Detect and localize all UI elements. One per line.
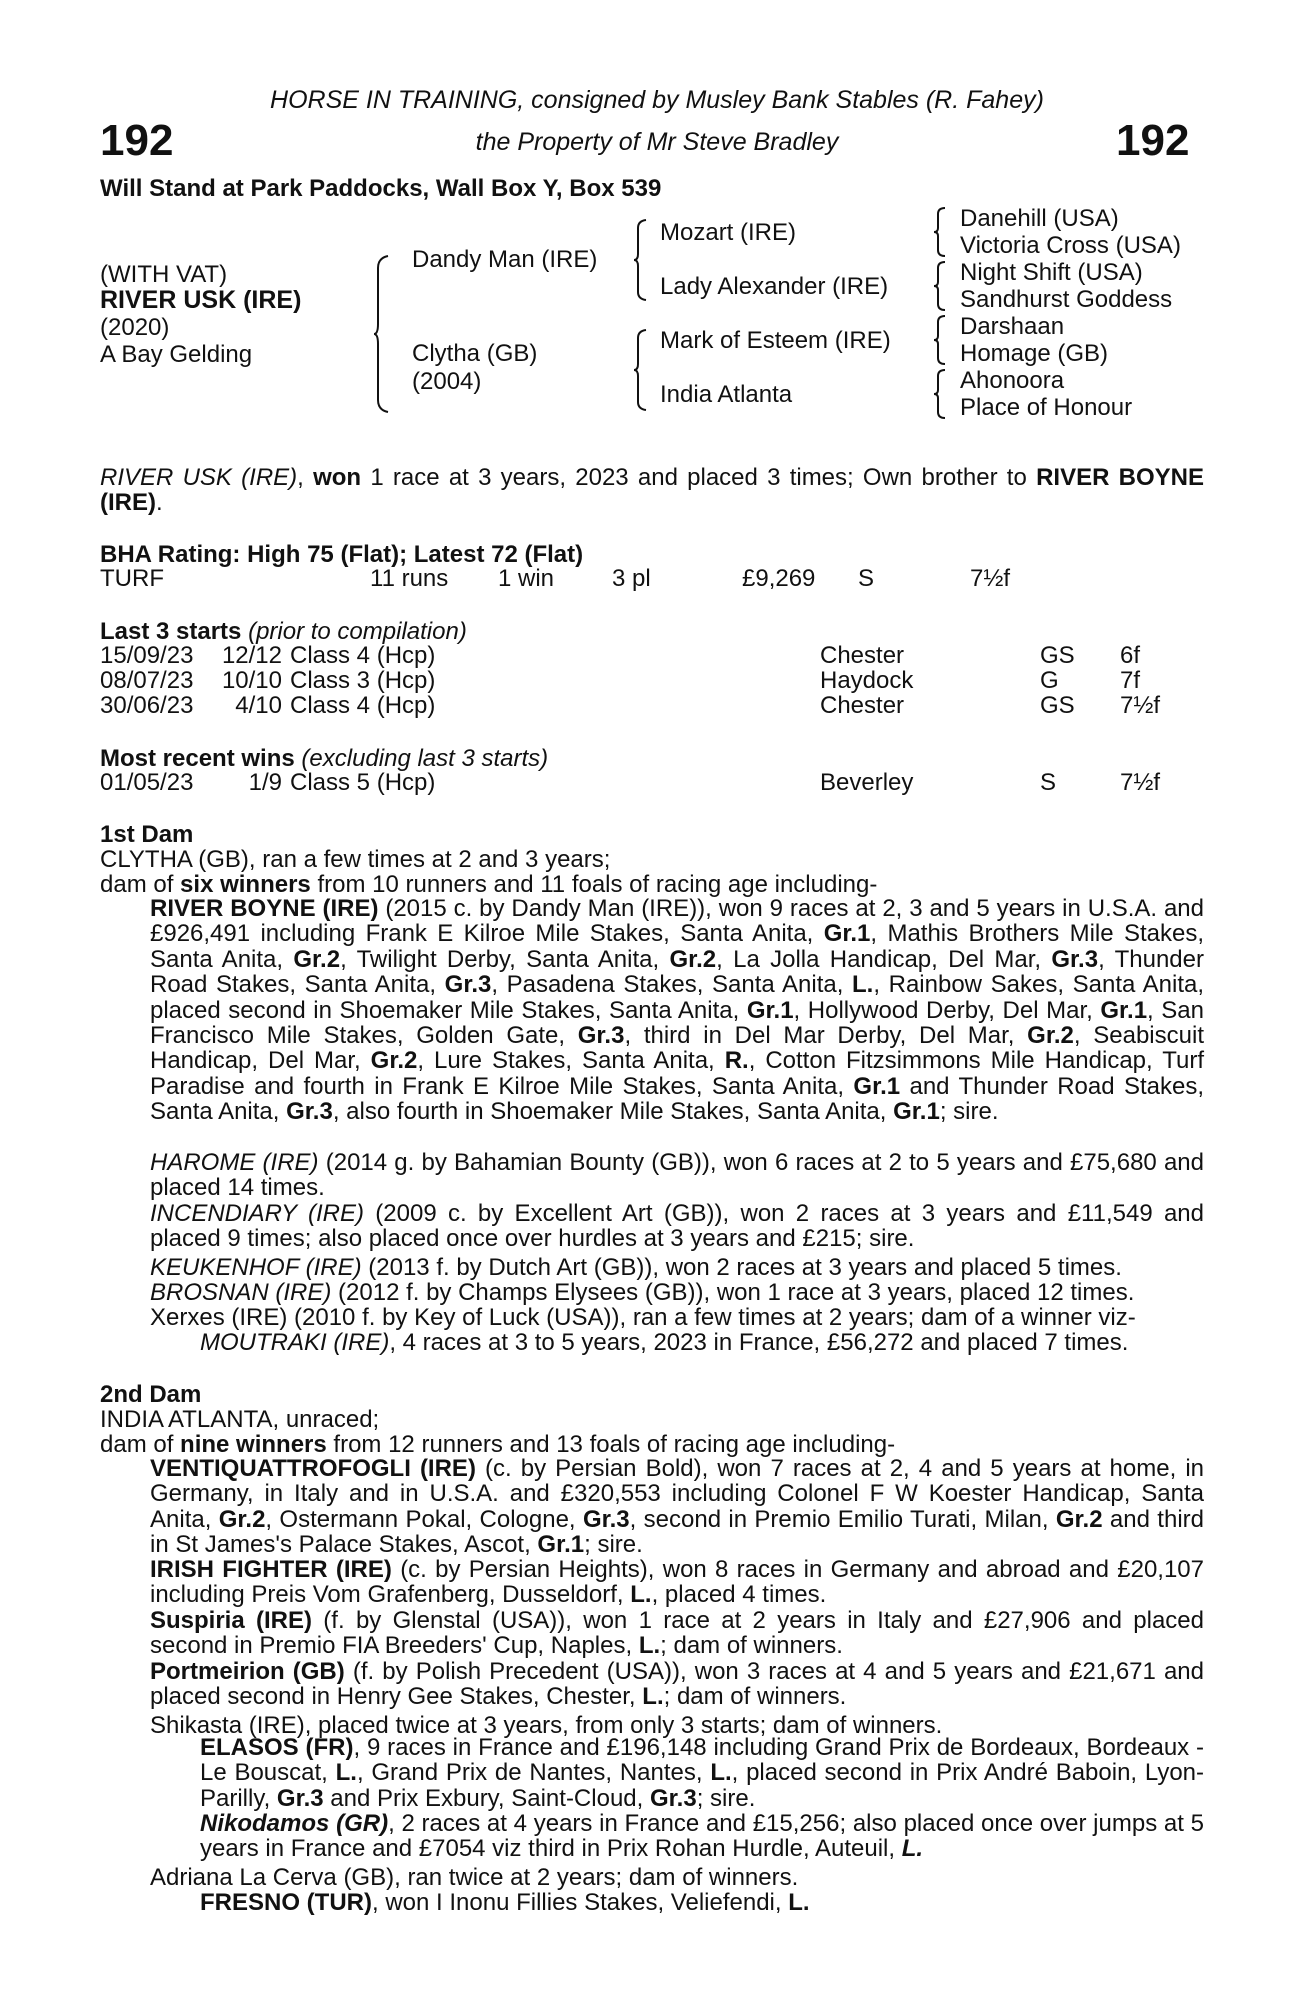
header-line2: the Property of Mr Steve Bradley xyxy=(475,128,839,156)
last3-pos: 12/12 xyxy=(221,642,282,669)
last3-pos: 10/10 xyxy=(221,667,282,694)
recent-win-class: Class 5 (Hcp) xyxy=(290,769,436,796)
last3-dist: 7½f xyxy=(1120,692,1161,719)
pedigree-brace-ds xyxy=(932,314,948,366)
pedigree-ssd: Victoria Cross (USA) xyxy=(960,232,1181,259)
last3-row xyxy=(100,693,1204,719)
summary-won: won xyxy=(313,464,362,491)
dam2-grandprogeny-fresno: FRESNO (TUR), won I Inonu Fillies Stakes, Veliefendi, L. xyxy=(200,1889,810,1916)
turf-runs: 11 runs xyxy=(370,565,449,592)
pedigree-sds: Night Shift (USA) xyxy=(960,259,1143,286)
turf-wins: 1 win xyxy=(498,565,555,592)
dam1-progeny-xerxes: Xerxes (IRE) (2010 f. by Key of Luck (USA)), ran a few times at 2 years; dam of a winner viz- xyxy=(150,1304,1136,1331)
dam1-title: 1st Dam xyxy=(100,821,194,848)
dam2-progeny-ventiquattrofogli: VENTIQUATTROFOGLI (IRE) (c. by Persian Bold), won 7 races at 2, 4 and 5 years at home, in Germany, in Italy and in U.S.A. and £320,553 including Colonel F W Koester Handicap, Santa Anita, Gr.2, Ostermann Pokal, Cologne, Gr.3, second in Premio Emilio Turati, Milan, Gr.2 and third in St James's Palace Stakes, Ascot, Gr.1; sire. xyxy=(150,1455,1205,1559)
recent-win-row xyxy=(100,770,1204,796)
turf-placed: 3 pl xyxy=(612,565,651,592)
dam1-progeny-harome: HAROME (IRE) (2014 g. by Bahamian Bounty (GB)), won 6 races at 2 to 5 years and £75,680 and placed 14 times. xyxy=(150,1149,1205,1202)
recent-win-course: Beverley xyxy=(820,769,914,796)
last3-date: 30/06/23 xyxy=(100,692,194,719)
pedigree-sire: Dandy Man (IRE) xyxy=(412,246,598,273)
dam2-grandprogeny-elasos: ELASOS (FR), 9 races in France and £196,148 including Grand Prix de Bordeaux, Bordeaux - Le Bouscat, L., Grand Prix de Nantes, Nantes, L., placed second in Prix André Baboin, Lyon-Parilly, Gr.3 and Prix Exbury, Saint-Cloud, Gr.3; sire. xyxy=(200,1734,1205,1812)
last3-date: 15/09/23 xyxy=(100,642,194,669)
recent-wins-title-text: Most recent wins xyxy=(100,745,295,772)
pedigree-ddd: Place of Honour xyxy=(960,394,1133,421)
summary-brother: RIVER BOYNE (IRE) xyxy=(100,464,1204,517)
pedigree-dd: India Atlanta xyxy=(660,381,793,408)
turf-surface: TURF xyxy=(100,565,164,592)
pedigree-dam: Clytha (GB) xyxy=(412,340,538,367)
dam2-grandprogeny-nikodamos: Nikodamos (GR), 2 races at 4 years in France and £15,256; also placed once over jumps at 5 years in France and £7054 viz third in Prix Rohan Hurdle, Auteuil, L. xyxy=(200,1810,1205,1863)
horse-description: A Bay Gelding xyxy=(100,341,253,368)
lot-number-right: 192 xyxy=(1116,116,1190,165)
pedigree-ds: Mark of Esteem (IRE) xyxy=(660,327,891,354)
pedigree-dam-year: (2004) xyxy=(412,368,482,395)
last3-class: Class 3 (Hcp) xyxy=(290,667,436,694)
dam2-progeny-shikasta: Shikasta (IRE), placed twice at 3 years, from only 3 starts; dam of winners. xyxy=(150,1712,943,1739)
pedigree-dsd: Homage (GB) xyxy=(960,340,1109,367)
last3-class: Class 4 (Hcp) xyxy=(290,692,436,719)
last3-course: Chester xyxy=(820,642,905,669)
header-line1: HORSE IN TRAINING, consigned by Musley Bank Stables (R. Fahey) xyxy=(270,86,1044,114)
dam2-title: 2nd Dam xyxy=(100,1381,202,1408)
stand-location: Will Stand at Park Paddocks, Wall Box Y, Box 539 xyxy=(100,175,662,202)
dam1-grandprogeny-moutraki: MOUTRAKI (IRE), 4 races at 3 to 5 years, 2023 in France, £56,272 and placed 7 times. xyxy=(200,1329,1129,1356)
horse-name: RIVER USK (IRE) xyxy=(100,286,302,314)
last3-date: 08/07/23 xyxy=(100,667,194,694)
turf-going: S xyxy=(858,565,875,592)
bha-rating: BHA Rating: High 75 (Flat); Latest 72 (Flat) xyxy=(100,541,584,568)
dam2-progeny-portmeirion: Portmeirion (GB) (f. by Polish Precedent (USA)), won 3 races at 4 and 5 years and £21,671 and placed second in Henry Gee Stakes, Chester, L.; dam of winners. xyxy=(150,1658,1204,1711)
pedigree-brace-ss xyxy=(932,206,948,258)
dam1-progeny-brosnan: BROSNAN (IRE) (2012 f. by Champs Elysees (GB)), won 1 race at 3 years, placed 12 times. xyxy=(150,1279,1135,1306)
recent-win-dist: 7½f xyxy=(1120,769,1161,796)
last3-row xyxy=(100,643,1204,669)
turf-distance: 7½f xyxy=(970,565,1011,592)
dam1-line1: CLYTHA (GB), ran a few times at 2 and 3 years; xyxy=(100,846,611,873)
recent-win-pos: 1/9 xyxy=(248,769,282,796)
last3-note: (prior to compilation) xyxy=(248,618,467,645)
last3-row xyxy=(100,668,1204,694)
last3-going: GS xyxy=(1040,642,1075,669)
dam2-line2: dam of nine winners from 12 runners and 13 foals of racing age including- xyxy=(100,1431,896,1458)
last3-pos: 4/10 xyxy=(235,692,282,719)
pedigree-sss: Danehill (USA) xyxy=(960,205,1119,232)
last3-course: Haydock xyxy=(820,667,914,694)
dam1-progeny-keukenhof: KEUKENHOF (IRE) (2013 f. by Dutch Art (GB)), won 2 races at 3 years and placed 5 times. xyxy=(150,1254,1122,1281)
pedigree-ss: Mozart (IRE) xyxy=(660,219,797,246)
horse-year: (2020) xyxy=(100,314,170,341)
lot-number-left: 192 xyxy=(100,116,174,165)
recent-win-date: 01/05/23 xyxy=(100,769,194,796)
dam2-progeny-irish-fighter: IRISH FIGHTER (IRE) (c. by Persian Heights), won 8 races in Germany and abroad and £20,107 including Preis Vom Grafenberg, Dusseldorf, L., placed 4 times. xyxy=(150,1556,1205,1609)
pedigree-dss: Darshaan xyxy=(960,313,1065,340)
summary-text: 1 race at 3 years, 2023 and placed 3 times; Own brother to xyxy=(361,464,1037,491)
last3-going: G xyxy=(1040,667,1059,694)
pedigree-dds: Ahonoora xyxy=(960,367,1065,394)
last3-dist: 7f xyxy=(1120,667,1141,694)
pedigree-brace-sire xyxy=(632,218,650,302)
turf-record-row xyxy=(100,566,1204,592)
vat-note: (WITH VAT) xyxy=(100,261,228,288)
recent-wins-note: (excluding last 3 starts) xyxy=(301,745,549,772)
dam1-progeny-incendiary: INCENDIARY (IRE) (2009 c. by Excellent Art (GB)), won 2 races at 3 years and £11,549 and placed 9 times; also placed once over hurdles at 3 years and £215; sire. xyxy=(150,1200,1204,1253)
summary-name: RIVER USK (IRE) xyxy=(100,464,298,491)
dam2-progeny-adriana: Adriana La Cerva (GB), ran twice at 2 years; dam of winners. xyxy=(150,1864,799,1891)
dam1-progeny-river-boyne: RIVER BOYNE (IRE) (2015 c. by Dandy Man (IRE)), won 9 races at 2, 3 and 5 years in U.S.A. and £926,491 including Frank E Kilroe Mile Stakes, Santa Anita, Gr.1, Mathis Brothers Mile Stakes, Santa Anita, Gr.2, Twilight Derby, Santa Anita, Gr.2, La Jolla Handicap, Del Mar, Gr.3, Thunder Road Stakes, Santa Anita, Gr.3, Pasadena Stakes, Santa Anita, L., Rainbow Sakes, Santa Anita, placed second in Shoemaker Mile Stakes, Santa Anita, Gr.1, Hollywood Derby, Del Mar, Gr.1, San Francisco Mile Stakes, Golden Gate, Gr.3, third in Del Mar Derby, Del Mar, Gr.2, Seabiscuit Handicap, Del Mar, Gr.2, Lure Stakes, Santa Anita, R., Cotton Fitzsimmons Mile Handicap, Turf Paradise and fourth in Frank E Kilroe Mile Stakes, Santa Anita, Gr.1 and Thunder Road Stakes, Santa Anita, Gr.3, also fourth in Shoemaker Mile Stakes, Santa Anita, Gr.1; sire. xyxy=(150,895,1205,1126)
dam2-line1: INDIA ATLANTA, unraced; xyxy=(100,1406,380,1433)
last3-title-text: Last 3 starts xyxy=(100,618,242,645)
pedigree-sd: Lady Alexander (IRE) xyxy=(660,273,889,300)
dam2-progeny-suspiria: Suspiria (IRE) (f. by Glenstal (USA)), won 1 race at 2 years in Italy and £27,906 and placed second in Premio FIA Breeders' Cup, Naples, L.; dam of winners. xyxy=(150,1607,1204,1660)
pedigree-brace-main xyxy=(372,254,392,414)
recent-win-going: S xyxy=(1040,769,1057,796)
pedigree-brace-sd xyxy=(932,260,948,312)
last3-dist: 6f xyxy=(1120,642,1141,669)
turf-earnings: £9,269 xyxy=(742,565,816,592)
pedigree-brace-dam xyxy=(632,328,650,412)
race-summary: RIVER USK (IRE), won 1 race at 3 years, 2023 and placed 3 times; Own brother to RIVER BOYNE (IRE). xyxy=(100,464,1204,517)
pedigree-sdd: Sandhurst Goddess xyxy=(960,286,1173,313)
last3-class: Class 4 (Hcp) xyxy=(290,642,436,669)
last3-going: GS xyxy=(1040,692,1075,719)
dam1-line2: dam of six winners from 10 runners and 11 foals of racing age including- xyxy=(100,871,878,898)
pedigree-brace-dd xyxy=(932,368,948,420)
last3-course: Chester xyxy=(820,692,905,719)
